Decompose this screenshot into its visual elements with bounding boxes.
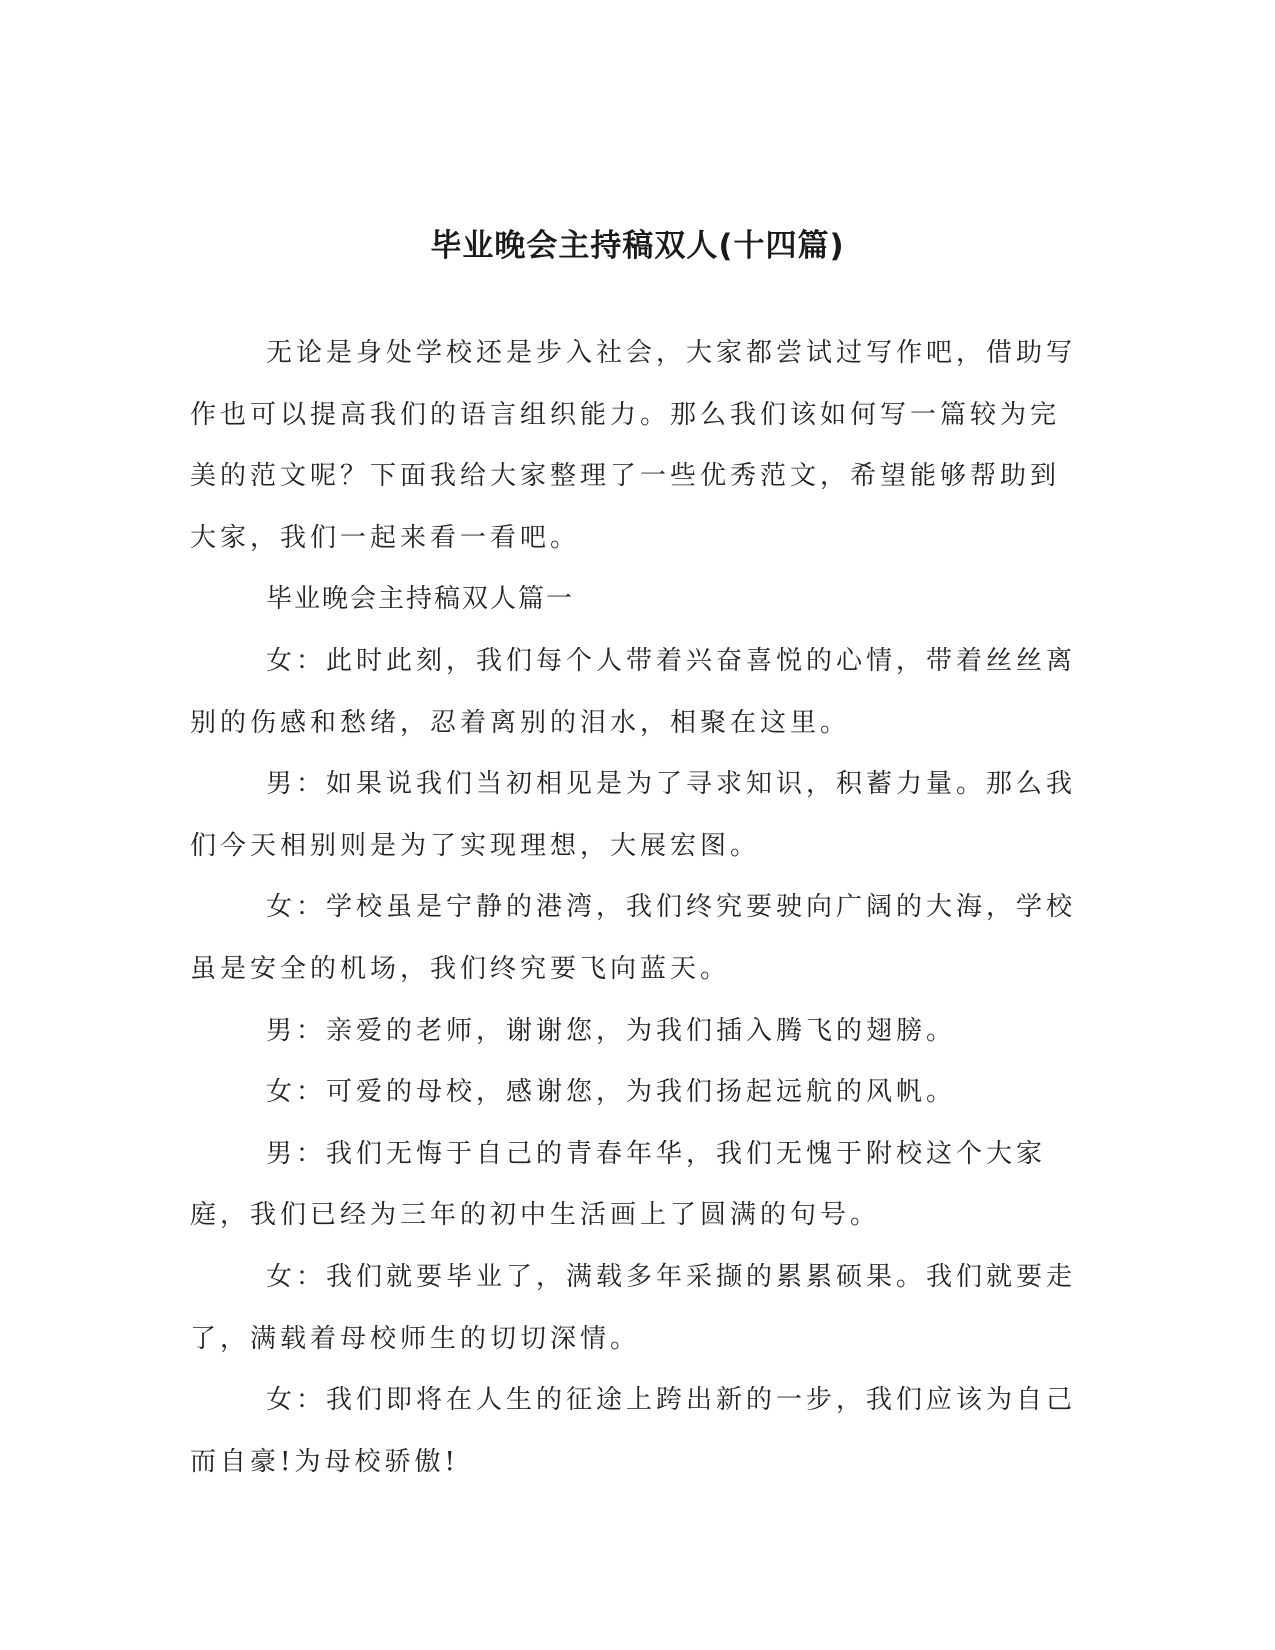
- dialogue-paragraph: 男：如果说我们当初相见是为了寻求知识，积蓄力量。那么我们今天相别则是为了实现理想，大展宏图。: [190, 769, 1077, 861]
- document-body: [190, 323, 1080, 1493]
- dialogue-paragraph: 女：我们就要毕业了，满载多年采撷的累累硕果。我们就要走了，满载着母校师生的切切深情。: [190, 1261, 1077, 1354]
- dialogue-paragraph: 女：此时此刻，我们每个人带着兴奋喜悦的心情，带着丝丝离别的伤感和愁绪，忍着离别的泪水，相聚在这里。: [190, 645, 1077, 738]
- document-title: 毕业晚会主持稿双人(十四篇): [430, 227, 845, 264]
- dialogue-paragraph: 女：学校虽是宁静的港湾，我们终究要驶向广阔的大海，学校虽是安全的机场，我们终究要飞向蓝天。: [190, 892, 1077, 984]
- dialogue-paragraph: 男：我们无悔于自己的青春年华，我们无愧于附校这个大家庭，我们已经为三年的初中生活画上了圆满的句号。: [190, 1138, 1047, 1231]
- intro-paragraph: 无论是身处学校还是步入社会，大家都尝试过写作吧，借助写作也可以提高我们的语言组织能力。那么我们该如何写一篇较为完美的范文呢？下面我给大家整理了一些优秀范文，希望能够帮助到大家，我们一起来看一看吧。: [190, 338, 1077, 553]
- dialogue-paragraph: 女：可爱的母校，感谢您，为我们扬起远航的风帆。: [266, 1077, 957, 1108]
- section-heading: 毕业晚会主持稿双人篇一: [266, 584, 575, 615]
- dialogue-paragraph: 男：亲爱的老师，谢谢您，为我们插入腾飞的翅膀。: [266, 1015, 957, 1046]
- dialogue-paragraph: 女：我们即将在人生的征途上跨出新的一步，我们应该为自己而自豪!为母校骄傲!: [190, 1385, 1077, 1477]
